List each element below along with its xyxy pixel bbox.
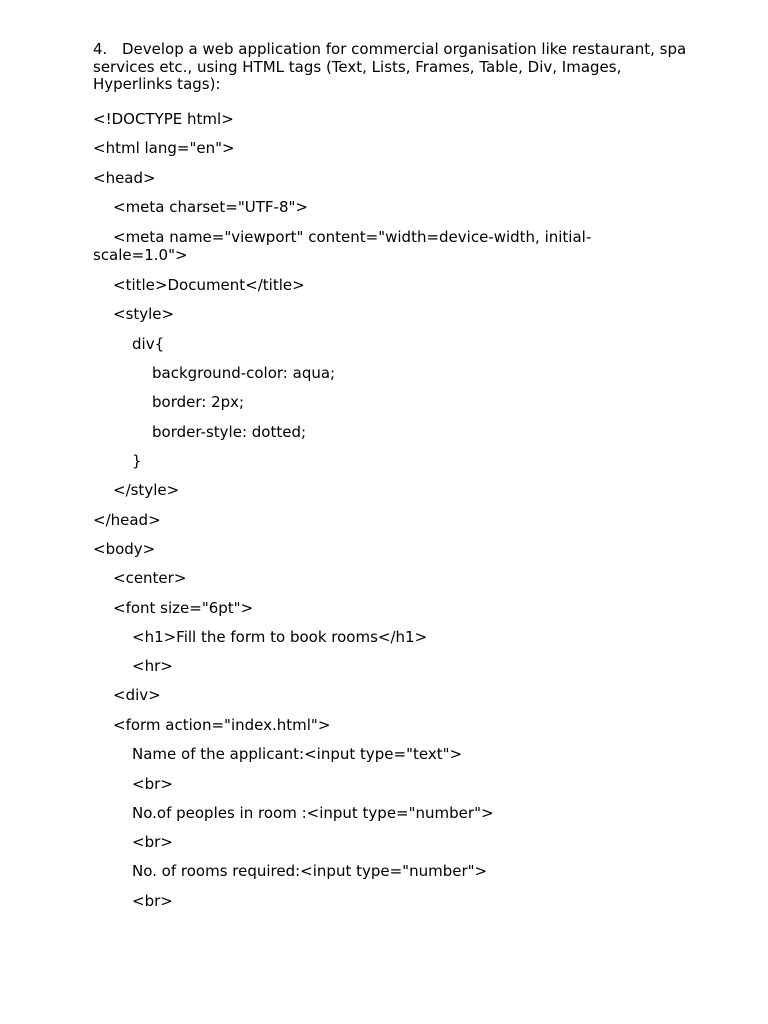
code-line: <hr>	[132, 657, 173, 675]
code-line: <font size="6pt">	[113, 599, 254, 617]
code-line: <center>	[113, 569, 187, 587]
code-line: <title>Document</title>	[113, 276, 305, 294]
code-line: No. of rooms required:<input type="number">	[132, 862, 488, 880]
code-line: <body>	[93, 540, 156, 558]
code-line: <meta charset="UTF-8">	[113, 198, 308, 216]
code-line: <br>	[132, 833, 173, 851]
code-line: <meta name="viewport" content="width=device-width, initial-scale=1.0">	[93, 228, 592, 264]
code-line: div{	[132, 335, 165, 353]
code-line: <form action="index.html">	[113, 716, 331, 734]
code-line: </style>	[113, 481, 180, 499]
code-line: border: 2px;	[152, 393, 245, 411]
code-line: border-style: dotted;	[152, 423, 307, 441]
code-line: Name of the applicant:<input type="text">	[132, 745, 463, 763]
code-line: <br>	[132, 775, 173, 793]
code-line: <div>	[113, 686, 161, 704]
code-line: <h1>Fill the form to book rooms</h1>	[132, 628, 428, 646]
question-text: Develop a web application for commercial organisation like restaurant, spa services etc., using HTML tags (Text, Lists, Frames, Table, Div, Images, Hyperlinks tags):	[93, 40, 687, 93]
code-line: <style>	[113, 305, 175, 323]
question-number: 4.	[93, 40, 108, 58]
code-line: <html lang="en">	[93, 139, 235, 157]
code-line: <br>	[132, 892, 173, 910]
question-heading	[93, 41, 693, 94]
code-line: background-color: aqua;	[152, 364, 336, 382]
code-line: No.of peoples in room :<input type="number">	[132, 804, 494, 822]
code-line: <head>	[93, 169, 156, 187]
code-line: <!DOCTYPE html>	[93, 110, 234, 128]
code-line: </head>	[93, 511, 161, 529]
code-line: }	[132, 452, 142, 470]
